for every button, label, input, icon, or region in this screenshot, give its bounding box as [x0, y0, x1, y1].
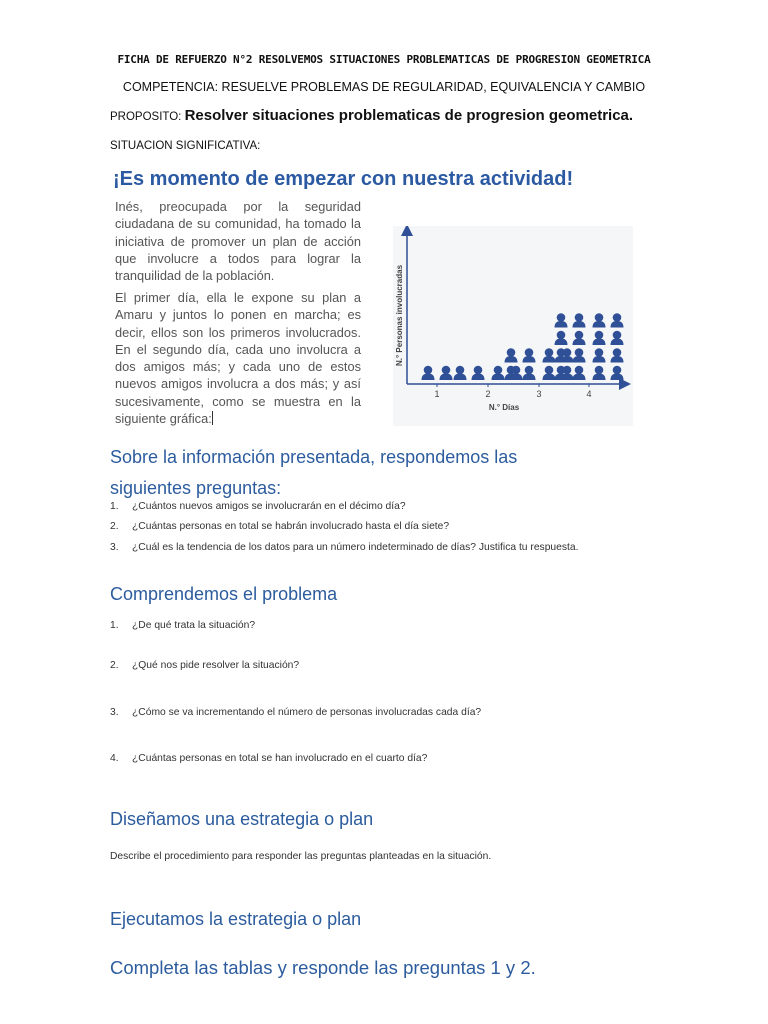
person-icon-day-1-2	[440, 366, 453, 380]
proposito-label: PROPOSITO:	[110, 111, 185, 123]
section2-question-2: 2. ¿Qué nos pide resolver la situación?	[110, 660, 300, 671]
person-icon-day-4-4	[611, 366, 624, 380]
x-tick-label-4: 4	[586, 389, 592, 399]
activity-paragraph-2-text: El primer día, ella le expone su plan a Amaru y juntos lo ponen en marcha; es decir, ellos son los primeros involucrados. En el segundo día, cada uno involucra a dos amigos más; y cada uno de estos nuevos amigos involucra a dos más; y así sucesivamente, como se muestra en la siguiente gráfica:	[115, 290, 361, 427]
person-icon-day-3-6	[523, 348, 536, 362]
section3-text: Describe el procedimiento para responder las preguntas planteadas en la situación.	[110, 851, 492, 862]
section3-heading: Diseñamos una estrategia o plan	[110, 809, 374, 829]
person-icon-day-4-10	[573, 331, 586, 345]
person-icon-day-4-14	[573, 313, 586, 327]
section2-question-4: 4. ¿Cuántas personas en total se han involucrado en el cuarto día?	[110, 753, 428, 764]
activity-paragraph-1: Inés, preocupada por la seguridad ciudadana de su comunidad, ha tomado la iniciativa de promover un plan de acción que involucre a todos para lograr la tranquilidad de la población.	[115, 199, 361, 284]
person-icon-day-2-1	[454, 366, 467, 380]
person-icon-day-4-8	[611, 348, 624, 362]
section2-question-3: 3. ¿Cómo se va incrementando el número de personas involucradas cada día?	[110, 707, 482, 718]
x-tick-label-3: 3	[536, 389, 542, 399]
person-icon-day-3-5	[505, 348, 518, 362]
person-icon-day-3-7	[543, 348, 556, 362]
pictograph-svg	[393, 226, 633, 426]
y-axis-label: N.° Personas involucradas	[395, 264, 404, 366]
person-icon-day-4-2	[573, 366, 586, 380]
person-icon-day-4-16	[611, 313, 624, 327]
section1-question-1: 1. ¿Cuántos nuevos amigos se involucrarán en el décimo día?	[110, 501, 406, 512]
person-icon-day-4-9	[555, 331, 568, 345]
section1-question-2: 2. ¿Cuántas personas en total se habrán involucrado hasta el día siete?	[110, 521, 450, 532]
person-icon-day-4-12	[611, 331, 624, 345]
section4-subheading: Completa las tablas y responde las preguntas 1 y 2.	[110, 957, 536, 978]
section1-heading-line1: Sobre la información presentada, respondemos las	[110, 447, 518, 467]
section4-heading: Ejecutamos la estrategia o plan	[110, 909, 362, 929]
situacion-label: SITUACION SIGNIFICATIVA:	[110, 140, 261, 152]
document-title: FICHA DE REFUERZO N°2 RESOLVEMOS SITUACIONES PROBLEMATICAS DE PROGRESION GEOMETRICA	[117, 53, 651, 66]
person-icon-day-2-2	[472, 366, 485, 380]
person-icon-day-4-7	[593, 348, 606, 362]
x-axis-label: N.° Días	[488, 403, 520, 412]
person-icon-day-4-15	[593, 313, 606, 327]
person-icon-day-4-3	[593, 366, 606, 380]
section1-heading-line2: siguientes preguntas:	[110, 478, 282, 498]
person-icon-day-2-3	[492, 366, 505, 380]
activity-paragraph-2	[115, 289, 361, 427]
pictograph-chart	[393, 226, 633, 426]
person-icon-day-3-3	[543, 366, 556, 380]
proposito-text: Resolver situaciones problematicas de progresion geometrica.	[184, 107, 634, 124]
section2-question-1: 1. ¿De qué trata la situación?	[110, 620, 256, 631]
section1-question-3: 3. ¿Cuál es la tendencia de los datos para un número indeterminado de días? Justifica tu respuesta.	[110, 542, 579, 553]
person-icon-day-4-13	[555, 313, 568, 327]
activity-title: ¡Es momento de empezar con nuestra actividad!	[113, 168, 574, 190]
person-icon-day-1-1	[422, 366, 435, 380]
x-tick-label-1: 1	[434, 389, 440, 399]
x-tick-label-2: 2	[485, 389, 491, 399]
person-icon-day-3-2	[523, 366, 536, 380]
proposito-line	[110, 107, 633, 124]
person-icon-day-4-11	[593, 331, 606, 345]
text-cursor	[212, 411, 213, 425]
person-icon-day-4-6	[573, 348, 586, 362]
section2-heading: Comprendemos el problema	[110, 584, 338, 604]
competencia-line: COMPETENCIA: RESUELVE PROBLEMAS DE REGULARIDAD, EQUIVALENCIA Y CAMBIO	[122, 80, 646, 94]
